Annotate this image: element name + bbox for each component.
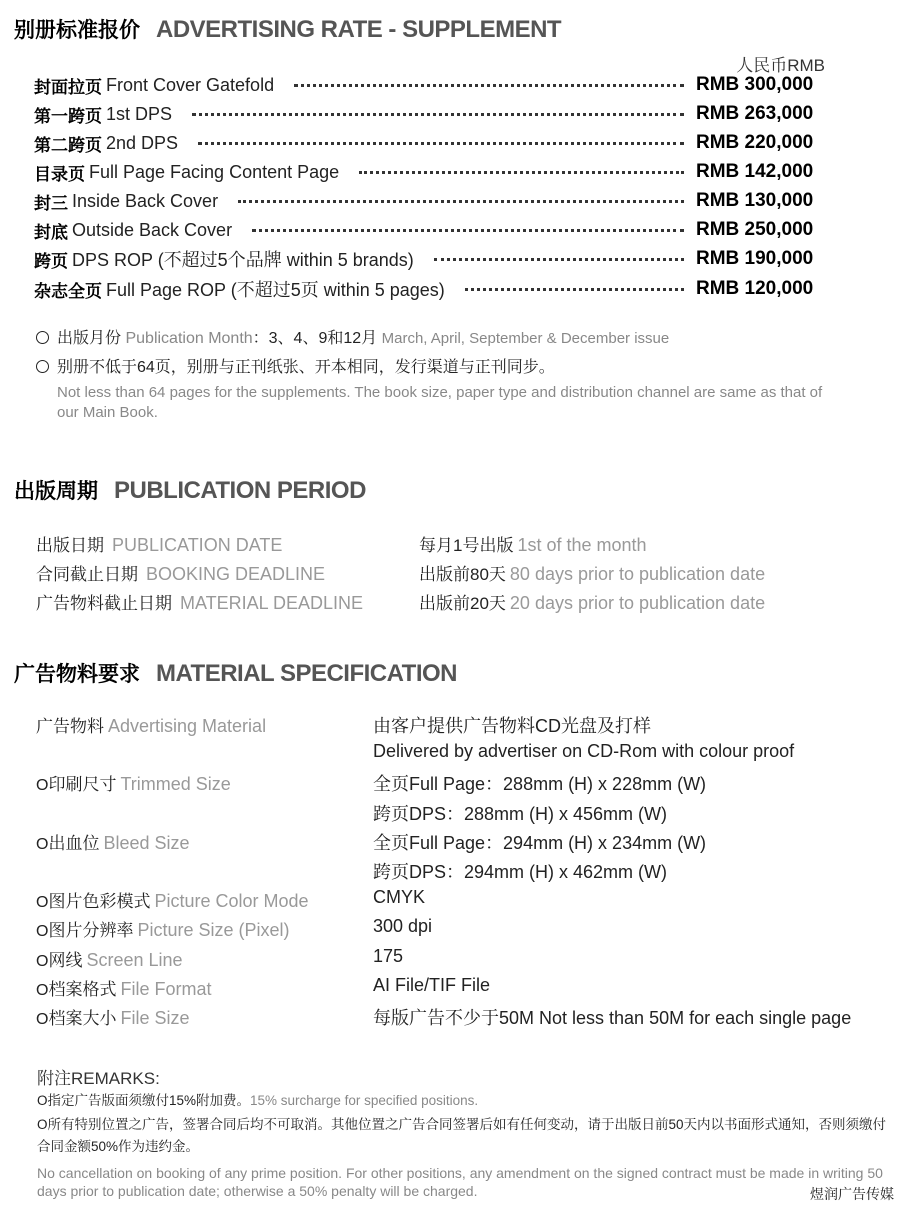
spec-value: AI File/TIF File — [373, 974, 491, 995]
rate-name-en: Front Cover Gatefold — [106, 74, 275, 95]
footer-brand: 煜润广告传媒 — [810, 1186, 894, 1202]
period-title-cn: 出版周期 — [14, 480, 98, 503]
dot-leader — [192, 104, 684, 116]
rate-row — [34, 217, 826, 243]
rate-price: RMB 190,000 — [696, 248, 814, 269]
spec-value: 由客户提供广告物料CD光盘及打样 — [373, 716, 651, 736]
material-section-title — [14, 658, 457, 688]
rate-price: RMB 120,000 — [696, 278, 814, 299]
bullet-circle-icon — [36, 360, 49, 373]
rate-row — [34, 72, 826, 98]
remarks-title: 附注REMARKS: — [37, 1069, 160, 1088]
spec-label: O图片色彩模式 Picture Color Mode — [36, 891, 309, 912]
spec-value: CMYK — [373, 887, 426, 908]
dot-leader — [434, 249, 684, 261]
dot-leader — [238, 191, 684, 203]
spec-label: 广告物料 Advertising Material — [36, 716, 267, 736]
remark-surcharge: O指定广告版面须缴付15%附加费。15% surcharge for specified positions. — [37, 1093, 479, 1108]
rate-name-en: 1st DPS — [106, 103, 173, 124]
material-title-en: MATERIAL SPECIFICATION — [156, 660, 457, 687]
spec-value: 全页Full Page：294mm (H) x 234mm (W) — [373, 832, 707, 853]
period-title-en: PUBLICATION PERIOD — [114, 477, 366, 504]
rate-price: RMB 142,000 — [696, 161, 814, 182]
period-value: 出版前20天 20 days prior to publication date — [419, 593, 766, 613]
spec-value: Delivered by advertiser on CD-Rom with colour proof — [373, 741, 795, 762]
supplement-pages-note: 别册不低于64页，别册与正刊纸张、开本相同，发行渠道与正刊同步。 — [36, 354, 555, 377]
material-title-cn: 广告物料要求 — [14, 663, 140, 686]
spec-value: 每版广告不少于50M Not less than 50M for each single page — [373, 1008, 852, 1028]
rate-row — [34, 188, 826, 214]
dot-leader — [359, 162, 684, 174]
spec-label: O档案格式 File Format — [36, 978, 212, 999]
rate-row — [34, 246, 826, 272]
rate-name-cn: 封面拉页 — [34, 77, 102, 97]
rate-name-cn: 目录页 — [34, 164, 85, 184]
rate-name-en: Full Page Facing Content Page — [89, 161, 340, 182]
supplement-title-en: ADVERTISING RATE - SUPPLEMENT — [156, 16, 562, 43]
spec-label: O出血位 Bleed Size — [36, 832, 190, 853]
spec-label: O印刷尺寸 Trimmed Size — [36, 774, 231, 795]
rate-name-en: Inside Back Cover — [72, 190, 219, 211]
rate-name-en: Outside Back Cover — [72, 219, 233, 240]
period-label: 出版日期 PUBLICATION DATE — [36, 535, 283, 555]
supplement-pages-note-en: Not less than 64 pages for the supplements. The book size, paper type and distribution channel are same as that of our Main Book. — [57, 384, 823, 421]
spec-value: 跨页DPS：294mm (H) x 462mm (W) — [373, 862, 668, 882]
rate-row — [34, 101, 826, 127]
dot-leader — [252, 220, 684, 232]
rate-row — [34, 159, 826, 185]
rate-name-cn: 第一跨页 — [34, 106, 102, 126]
spec-label: O档案大小 File Size — [36, 1008, 190, 1028]
rate-price: RMB 263,000 — [696, 103, 814, 124]
rate-row — [34, 276, 826, 302]
period-label: 广告物料截止日期 MATERIAL DEADLINE — [36, 593, 364, 613]
rate-price: RMB 220,000 — [696, 132, 814, 153]
spec-value: 全页Full Page：288mm (H) x 228mm (W) — [373, 774, 707, 795]
rate-name-cn: 封三 — [34, 193, 68, 213]
supplement-title-cn: 别册标准报价 — [14, 19, 140, 42]
rate-name-en: 2nd DPS — [106, 132, 179, 153]
rate-row — [34, 130, 826, 156]
rate-price: RMB 250,000 — [696, 219, 814, 240]
rate-price: RMB 300,000 — [696, 74, 814, 95]
spec-value: 300 dpi — [373, 916, 433, 937]
spec-label: O图片分辨率 Picture Size (Pixel) — [36, 920, 290, 941]
rate-price: RMB 130,000 — [696, 190, 814, 211]
dot-leader — [465, 279, 684, 291]
period-value: 每月1号出版 1st of the month — [419, 535, 647, 555]
dot-leader — [198, 133, 684, 145]
remark-cancellation-en: No cancellation on booking of any prime position. For other positions, any amendment on the signed contract must be made in writing 50 days prior to publication date; otherwise a 50% penalty will be charged. — [37, 1165, 883, 1199]
rate-name-cn: 封底 — [34, 222, 68, 242]
remark-cancellation-cn: O所有特别位置之广告，签署合同后均不可取消。其他位置之广告合同签署后如有任何变动，请于出版日前50天内以书面形式通知，否则须缴付合同金额50%作为违约金。 — [37, 1117, 887, 1154]
rate-name-cn: 跨页 — [34, 251, 68, 271]
publication-month-note: 出版月份 Publication Month：3、4、9和12月 March, April, September & December issue — [36, 325, 669, 348]
supplement-section-title — [14, 14, 561, 44]
dot-leader — [294, 75, 684, 87]
spec-label: O网线 Screen Line — [36, 949, 183, 970]
period-section-title — [14, 475, 366, 505]
rate-name-en: DPS ROP (不超过5个品牌 within 5 brands) — [72, 250, 414, 270]
period-label: 合同截止日期 BOOKING DEADLINE — [36, 564, 326, 584]
rate-name-cn: 第二跨页 — [34, 135, 102, 155]
currency-label: 人民币RMB — [736, 56, 825, 75]
bullet-circle-icon — [36, 331, 49, 344]
spec-value: 跨页DPS：288mm (H) x 456mm (W) — [373, 803, 668, 824]
rate-name-cn: 杂志全页 — [34, 281, 102, 301]
period-value: 出版前80天 80 days prior to publication date — [419, 564, 766, 584]
spec-value: 175 — [373, 945, 404, 966]
rate-name-en: Full Page ROP (不超过5页 within 5 pages) — [106, 280, 445, 300]
